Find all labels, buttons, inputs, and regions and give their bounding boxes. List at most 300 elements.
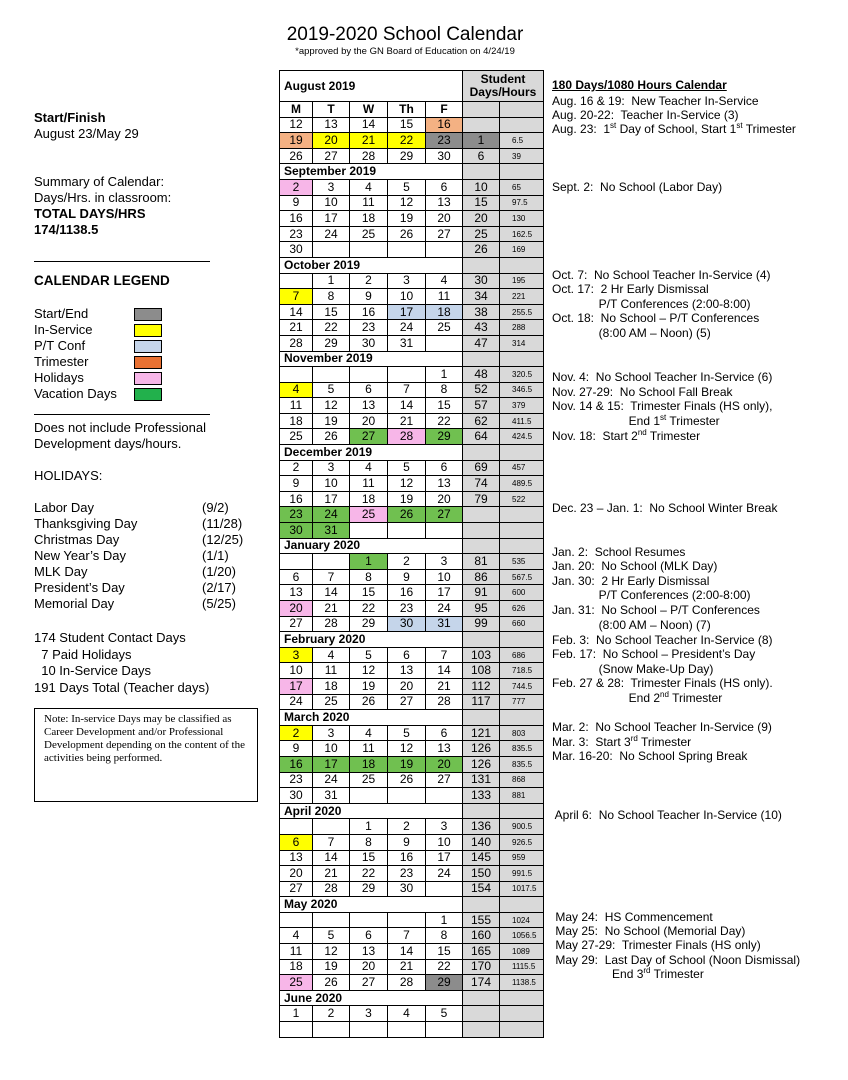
date-cell: 25 bbox=[350, 772, 388, 788]
date-cell: 22 bbox=[388, 133, 426, 149]
date-cell: 6 bbox=[426, 460, 463, 476]
date-cell: 11 bbox=[313, 663, 350, 679]
month-header: September 2019 bbox=[280, 164, 463, 180]
header-dayshours: Days/Hours bbox=[469, 85, 537, 99]
student-hours-cell: 162.5 bbox=[500, 226, 544, 242]
legend-label: P/T Conf bbox=[34, 338, 86, 353]
date-cell: 10 bbox=[426, 569, 463, 585]
student-hours-cell: 39 bbox=[500, 148, 544, 164]
note-line: Jan. 31: No School – P/T Conferences bbox=[552, 603, 760, 617]
date-cell: 5 bbox=[313, 382, 350, 398]
holiday-item bbox=[34, 516, 274, 532]
days-cell bbox=[463, 632, 500, 648]
date-cell: 17 bbox=[313, 211, 350, 227]
note-line: April 6: No School Teacher In-Service (10) bbox=[552, 808, 782, 822]
student-hours-cell: 221 bbox=[500, 289, 544, 305]
date-cell: 24 bbox=[313, 226, 350, 242]
note-line: Mar. 3: Start 3rd Trimester bbox=[552, 734, 692, 749]
legend-swatch bbox=[134, 340, 162, 353]
student-days-cell bbox=[463, 1006, 500, 1022]
hours-cell bbox=[500, 897, 544, 913]
student-hours-cell bbox=[500, 523, 544, 539]
student-days-cell: 170 bbox=[463, 959, 500, 975]
date-cell: 29 bbox=[350, 616, 388, 632]
student-hours-cell: 777 bbox=[500, 694, 544, 710]
note-line: May 24: HS Commencement bbox=[552, 910, 713, 924]
month-header: November 2019 bbox=[280, 351, 463, 367]
date-cell bbox=[280, 1022, 313, 1038]
date-cell: 18 bbox=[280, 413, 313, 429]
hours-cell bbox=[500, 257, 544, 273]
note-line: May 25: No School (Memorial Day) bbox=[552, 924, 746, 938]
date-cell bbox=[280, 273, 313, 289]
date-cell bbox=[313, 1022, 350, 1038]
student-days-cell: 52 bbox=[463, 382, 500, 398]
date-cell: 2 bbox=[280, 460, 313, 476]
student-hours-cell: 97.5 bbox=[500, 195, 544, 211]
date-cell: 10 bbox=[313, 476, 350, 492]
student-hours-cell: 1024 bbox=[500, 912, 544, 928]
date-cell: 17 bbox=[313, 491, 350, 507]
date-cell: 9 bbox=[350, 289, 388, 305]
date-cell: 15 bbox=[426, 398, 463, 414]
month-header: April 2020 bbox=[280, 803, 463, 819]
hours-cell bbox=[500, 803, 544, 819]
month-header: December 2019 bbox=[280, 445, 463, 461]
date-cell: 2 bbox=[350, 273, 388, 289]
date-cell bbox=[313, 367, 350, 383]
total-value: 174/1138.5 bbox=[34, 222, 99, 237]
date-cell: 4 bbox=[350, 460, 388, 476]
date-cell: 16 bbox=[388, 850, 426, 866]
date-cell bbox=[350, 912, 388, 928]
student-hours-cell: 411.5 bbox=[500, 413, 544, 429]
date-cell: 13 bbox=[280, 850, 313, 866]
student-hours-cell: 65 bbox=[500, 179, 544, 195]
student-hours-cell: 314 bbox=[500, 335, 544, 351]
day-count-line: 174 Student Contact Days bbox=[34, 630, 186, 645]
note-line: End 1st Trimester bbox=[552, 413, 720, 428]
date-cell: 19 bbox=[350, 678, 388, 694]
hours-cell bbox=[500, 351, 544, 367]
note-line: End 3rd Trimester bbox=[552, 966, 704, 981]
date-cell bbox=[280, 912, 313, 928]
legend-item bbox=[34, 354, 117, 370]
student-days-cell: 1 bbox=[463, 133, 500, 149]
date-cell: 18 bbox=[350, 491, 388, 507]
date-cell: 20 bbox=[388, 678, 426, 694]
holiday-date: (11/28) bbox=[202, 516, 243, 531]
notes-heading: 180 Days/1080 Hours Calendar bbox=[552, 78, 727, 92]
holiday-item bbox=[34, 596, 274, 612]
date-cell: 16 bbox=[280, 211, 313, 227]
holiday-name: Christmas Day bbox=[34, 532, 120, 547]
calendar-legend bbox=[34, 306, 117, 402]
date-cell: 16 bbox=[388, 585, 426, 601]
student-days-cell: 20 bbox=[463, 211, 500, 227]
student-days-cell: 133 bbox=[463, 788, 500, 804]
date-cell: 3 bbox=[426, 819, 463, 835]
date-cell: 29 bbox=[426, 429, 463, 445]
student-hours-cell: 686 bbox=[500, 647, 544, 663]
day-count-line: 7 Paid Holidays bbox=[34, 646, 132, 662]
date-cell: 17 bbox=[426, 585, 463, 601]
date-cell: 23 bbox=[280, 226, 313, 242]
student-days-cell: 74 bbox=[463, 476, 500, 492]
student-days-cell: 165 bbox=[463, 944, 500, 960]
date-cell: 4 bbox=[388, 1006, 426, 1022]
note-line: Jan. 2: School Resumes bbox=[552, 545, 686, 559]
student-hours-cell: 195 bbox=[500, 273, 544, 289]
date-cell: 21 bbox=[350, 133, 388, 149]
date-cell: 16 bbox=[426, 117, 463, 133]
weekday-header: F bbox=[426, 102, 463, 118]
date-cell: 26 bbox=[388, 772, 426, 788]
note-line: Nov. 4: No School Teacher In-Service (6) bbox=[552, 370, 773, 384]
date-cell: 24 bbox=[313, 507, 350, 523]
student-days-cell: 136 bbox=[463, 819, 500, 835]
legend-label: Holidays bbox=[34, 370, 84, 385]
date-cell bbox=[388, 912, 426, 928]
hours-cell bbox=[500, 164, 544, 180]
date-cell bbox=[388, 523, 426, 539]
holiday-item bbox=[34, 500, 274, 516]
date-cell: 1 bbox=[426, 912, 463, 928]
note-line: (8:00 AM – Noon) (7) bbox=[552, 618, 711, 632]
note-line: May 27-29: Trimester Finals (HS only) bbox=[552, 938, 761, 952]
days-cell bbox=[463, 445, 500, 461]
date-cell bbox=[426, 523, 463, 539]
hours-cell bbox=[500, 632, 544, 648]
date-cell bbox=[313, 912, 350, 928]
date-cell: 17 bbox=[426, 850, 463, 866]
date-cell: 8 bbox=[426, 928, 463, 944]
student-days-cell: 26 bbox=[463, 242, 500, 258]
date-cell: 12 bbox=[313, 944, 350, 960]
legend-swatch bbox=[134, 356, 162, 369]
date-cell: 15 bbox=[426, 944, 463, 960]
hours-cell bbox=[500, 990, 544, 1006]
student-hours-cell: 1138.5 bbox=[500, 975, 544, 991]
date-cell bbox=[426, 788, 463, 804]
student-hours-cell bbox=[500, 1022, 544, 1038]
date-cell: 25 bbox=[426, 320, 463, 336]
date-cell bbox=[350, 523, 388, 539]
date-cell: 3 bbox=[313, 179, 350, 195]
note-line: Sept. 2: No School (Labor Day) bbox=[552, 180, 723, 194]
student-days-cell: 69 bbox=[463, 460, 500, 476]
date-cell: 6 bbox=[280, 834, 313, 850]
legend-item bbox=[34, 386, 117, 402]
holiday-item bbox=[34, 564, 274, 580]
date-cell: 30 bbox=[280, 523, 313, 539]
date-cell bbox=[388, 367, 426, 383]
date-cell: 24 bbox=[426, 866, 463, 882]
days-cell bbox=[463, 710, 500, 726]
student-days-cell bbox=[463, 507, 500, 523]
date-cell: 2 bbox=[313, 1006, 350, 1022]
divider bbox=[34, 414, 210, 415]
student-hours-cell: 424.5 bbox=[500, 429, 544, 445]
note-line: Mar. 16-20: No School Spring Break bbox=[552, 749, 748, 763]
student-hours-cell: 660 bbox=[500, 616, 544, 632]
student-hours-cell: 255.5 bbox=[500, 304, 544, 320]
date-cell: 23 bbox=[388, 601, 426, 617]
date-cell: 2 bbox=[280, 179, 313, 195]
date-cell: 30 bbox=[388, 881, 426, 897]
date-cell: 25 bbox=[280, 975, 313, 991]
date-cell: 15 bbox=[350, 585, 388, 601]
date-cell: 22 bbox=[426, 959, 463, 975]
date-cell: 10 bbox=[280, 663, 313, 679]
date-cell: 7 bbox=[313, 569, 350, 585]
date-cell: 14 bbox=[388, 944, 426, 960]
student-hours-cell: 130 bbox=[500, 211, 544, 227]
student-days-cell: 57 bbox=[463, 398, 500, 414]
hours-col-header bbox=[500, 102, 544, 118]
date-cell: 5 bbox=[388, 725, 426, 741]
calendar-grid bbox=[279, 70, 545, 1020]
student-days-cell: 131 bbox=[463, 772, 500, 788]
weekday-header: Th bbox=[388, 102, 426, 118]
holiday-date: (9/2) bbox=[202, 500, 229, 515]
days-cell bbox=[463, 257, 500, 273]
date-cell: 27 bbox=[280, 616, 313, 632]
student-hours-cell: 6.5 bbox=[500, 133, 544, 149]
not-included-line-2: Development days/hours. bbox=[34, 436, 182, 451]
date-cell: 12 bbox=[280, 117, 313, 133]
date-cell bbox=[388, 788, 426, 804]
student-hours-cell: 626 bbox=[500, 601, 544, 617]
student-hours-cell: 567.5 bbox=[500, 569, 544, 585]
date-cell: 21 bbox=[388, 959, 426, 975]
date-cell: 28 bbox=[313, 616, 350, 632]
month-header: June 2020 bbox=[280, 990, 463, 1006]
student-hours-cell: 803 bbox=[500, 725, 544, 741]
student-days-cell: 43 bbox=[463, 320, 500, 336]
date-cell: 18 bbox=[350, 756, 388, 772]
date-cell: 9 bbox=[388, 569, 426, 585]
date-cell: 11 bbox=[280, 398, 313, 414]
date-cell: 1 bbox=[280, 1006, 313, 1022]
student-hours-cell: 1089 bbox=[500, 944, 544, 960]
note-line: Dec. 23 – Jan. 1: No School Winter Break bbox=[552, 501, 778, 515]
header-student-dayshours bbox=[463, 71, 544, 102]
date-cell: 21 bbox=[388, 413, 426, 429]
date-cell: 7 bbox=[313, 834, 350, 850]
student-days-cell: 30 bbox=[463, 273, 500, 289]
student-days-cell: 38 bbox=[463, 304, 500, 320]
student-hours-cell: 320.5 bbox=[500, 367, 544, 383]
date-cell bbox=[313, 554, 350, 570]
date-cell bbox=[280, 819, 313, 835]
date-cell: 20 bbox=[426, 756, 463, 772]
date-cell: 30 bbox=[280, 242, 313, 258]
date-cell: 22 bbox=[350, 601, 388, 617]
student-days-cell: 34 bbox=[463, 289, 500, 305]
date-cell: 22 bbox=[350, 866, 388, 882]
page-title: 2019-2020 School Calendar bbox=[286, 24, 524, 45]
date-cell: 4 bbox=[280, 382, 313, 398]
date-cell: 23 bbox=[388, 866, 426, 882]
date-cell: 19 bbox=[388, 491, 426, 507]
date-cell bbox=[313, 242, 350, 258]
date-cell: 24 bbox=[426, 601, 463, 617]
student-hours-cell: 489.5 bbox=[500, 476, 544, 492]
holidays-list bbox=[34, 500, 274, 612]
date-cell: 20 bbox=[350, 959, 388, 975]
student-hours-cell: 835.5 bbox=[500, 756, 544, 772]
date-cell: 8 bbox=[350, 569, 388, 585]
date-cell: 28 bbox=[388, 429, 426, 445]
date-cell: 20 bbox=[313, 133, 350, 149]
date-cell: 25 bbox=[280, 429, 313, 445]
weekday-header: W bbox=[350, 102, 388, 118]
date-cell: 25 bbox=[350, 226, 388, 242]
date-cell: 13 bbox=[426, 195, 463, 211]
date-cell: 13 bbox=[350, 398, 388, 414]
date-cell: 28 bbox=[350, 148, 388, 164]
date-cell: 30 bbox=[280, 788, 313, 804]
note-line: Feb. 27 & 28: Trimester Finals (HS only). bbox=[552, 676, 773, 690]
date-cell: 23 bbox=[280, 507, 313, 523]
date-cell: 27 bbox=[313, 148, 350, 164]
holiday-name: President’s Day bbox=[34, 580, 125, 595]
summary-block bbox=[34, 110, 274, 238]
student-hours-cell: 900.5 bbox=[500, 819, 544, 835]
student-days-cell: 154 bbox=[463, 881, 500, 897]
holiday-item bbox=[34, 532, 274, 548]
month-header: October 2019 bbox=[280, 257, 463, 273]
holiday-name: Labor Day bbox=[34, 500, 94, 515]
student-days-cell: 86 bbox=[463, 569, 500, 585]
student-hours-cell: 288 bbox=[500, 320, 544, 336]
date-cell bbox=[388, 1022, 426, 1038]
date-cell: 2 bbox=[388, 819, 426, 835]
date-cell: 30 bbox=[388, 616, 426, 632]
days-cell bbox=[463, 897, 500, 913]
student-days-cell: 108 bbox=[463, 663, 500, 679]
student-hours-cell: 1056.5 bbox=[500, 928, 544, 944]
date-cell: 13 bbox=[388, 663, 426, 679]
student-days-cell: 10 bbox=[463, 179, 500, 195]
date-cell: 14 bbox=[313, 585, 350, 601]
date-cell: 1 bbox=[350, 554, 388, 570]
student-hours-cell: 835.5 bbox=[500, 741, 544, 757]
day-count-line: 191 Days Total (Teacher days) bbox=[34, 679, 210, 695]
note-line: Aug. 20-22: Teacher In-Service (3) bbox=[552, 108, 739, 122]
date-cell: 3 bbox=[280, 647, 313, 663]
date-cell bbox=[426, 881, 463, 897]
date-cell: 21 bbox=[426, 678, 463, 694]
date-cell: 11 bbox=[350, 195, 388, 211]
date-cell: 10 bbox=[426, 834, 463, 850]
date-cell: 13 bbox=[280, 585, 313, 601]
date-cell: 4 bbox=[280, 928, 313, 944]
days-col-header bbox=[463, 102, 500, 118]
date-cell: 27 bbox=[350, 429, 388, 445]
date-cell: 26 bbox=[313, 429, 350, 445]
date-cell: 20 bbox=[280, 866, 313, 882]
student-days-cell bbox=[463, 523, 500, 539]
date-cell: 26 bbox=[388, 226, 426, 242]
date-cell: 22 bbox=[313, 320, 350, 336]
legend-title: CALENDAR LEGEND bbox=[34, 273, 170, 288]
date-cell bbox=[426, 1022, 463, 1038]
note-line: (Snow Make-Up Day) bbox=[552, 662, 714, 676]
header-month: August 2019 bbox=[280, 71, 463, 102]
date-cell: 13 bbox=[313, 117, 350, 133]
holiday-date: (1/20) bbox=[202, 564, 236, 579]
date-cell: 26 bbox=[350, 694, 388, 710]
student-days-cell: 145 bbox=[463, 850, 500, 866]
date-cell: 7 bbox=[388, 382, 426, 398]
student-hours-cell bbox=[500, 1006, 544, 1022]
weekday-header: M bbox=[280, 102, 313, 118]
date-cell bbox=[426, 335, 463, 351]
note-line: End 2nd Trimester bbox=[552, 690, 723, 705]
date-cell: 8 bbox=[426, 382, 463, 398]
student-hours-cell: 744.5 bbox=[500, 678, 544, 694]
legend-swatch bbox=[134, 324, 162, 337]
note-line: Mar. 2: No School Teacher In-Service (9) bbox=[552, 720, 772, 734]
date-cell: 7 bbox=[426, 647, 463, 663]
date-cell: 12 bbox=[388, 741, 426, 757]
student-days-cell bbox=[463, 117, 500, 133]
student-days-cell bbox=[463, 1022, 500, 1038]
note-line: Nov. 14 & 15: Trimester Finals (HS only), bbox=[552, 399, 773, 413]
holiday-item bbox=[34, 580, 274, 596]
date-cell bbox=[280, 367, 313, 383]
date-cell: 11 bbox=[280, 944, 313, 960]
date-cell: 29 bbox=[350, 881, 388, 897]
date-cell: 26 bbox=[388, 507, 426, 523]
date-cell: 11 bbox=[426, 289, 463, 305]
date-cell: 27 bbox=[426, 226, 463, 242]
date-cell: 31 bbox=[426, 616, 463, 632]
student-days-cell: 81 bbox=[463, 554, 500, 570]
date-cell: 4 bbox=[350, 179, 388, 195]
date-cell: 9 bbox=[280, 476, 313, 492]
date-cell: 19 bbox=[388, 211, 426, 227]
legend-item bbox=[34, 306, 117, 322]
date-cell: 2 bbox=[280, 725, 313, 741]
date-cell: 30 bbox=[350, 335, 388, 351]
date-cell bbox=[350, 788, 388, 804]
date-cell: 10 bbox=[388, 289, 426, 305]
student-days-cell: 64 bbox=[463, 429, 500, 445]
date-cell: 27 bbox=[426, 772, 463, 788]
note-line: P/T Conferences (2:00-8:00) bbox=[552, 588, 751, 602]
student-days-cell: 160 bbox=[463, 928, 500, 944]
date-cell bbox=[426, 242, 463, 258]
date-cell: 6 bbox=[426, 179, 463, 195]
note-line: Oct. 17: 2 Hr Early Dismissal bbox=[552, 282, 709, 296]
date-cell: 5 bbox=[426, 1006, 463, 1022]
date-cell: 5 bbox=[388, 179, 426, 195]
student-hours-cell: 379 bbox=[500, 398, 544, 414]
date-cell: 17 bbox=[280, 678, 313, 694]
date-cell: 9 bbox=[280, 741, 313, 757]
student-days-cell: 25 bbox=[463, 226, 500, 242]
legend-item bbox=[34, 322, 117, 338]
note-line: Feb. 17: No School – President’s Day bbox=[552, 647, 756, 661]
note-line: Oct. 18: No School – P/T Conferences bbox=[552, 311, 760, 325]
date-cell bbox=[350, 367, 388, 383]
date-cell: 27 bbox=[388, 694, 426, 710]
date-cell: 17 bbox=[388, 304, 426, 320]
page-subtitle: *approved by the GN Board of Education on 4/24/19 bbox=[295, 46, 515, 57]
